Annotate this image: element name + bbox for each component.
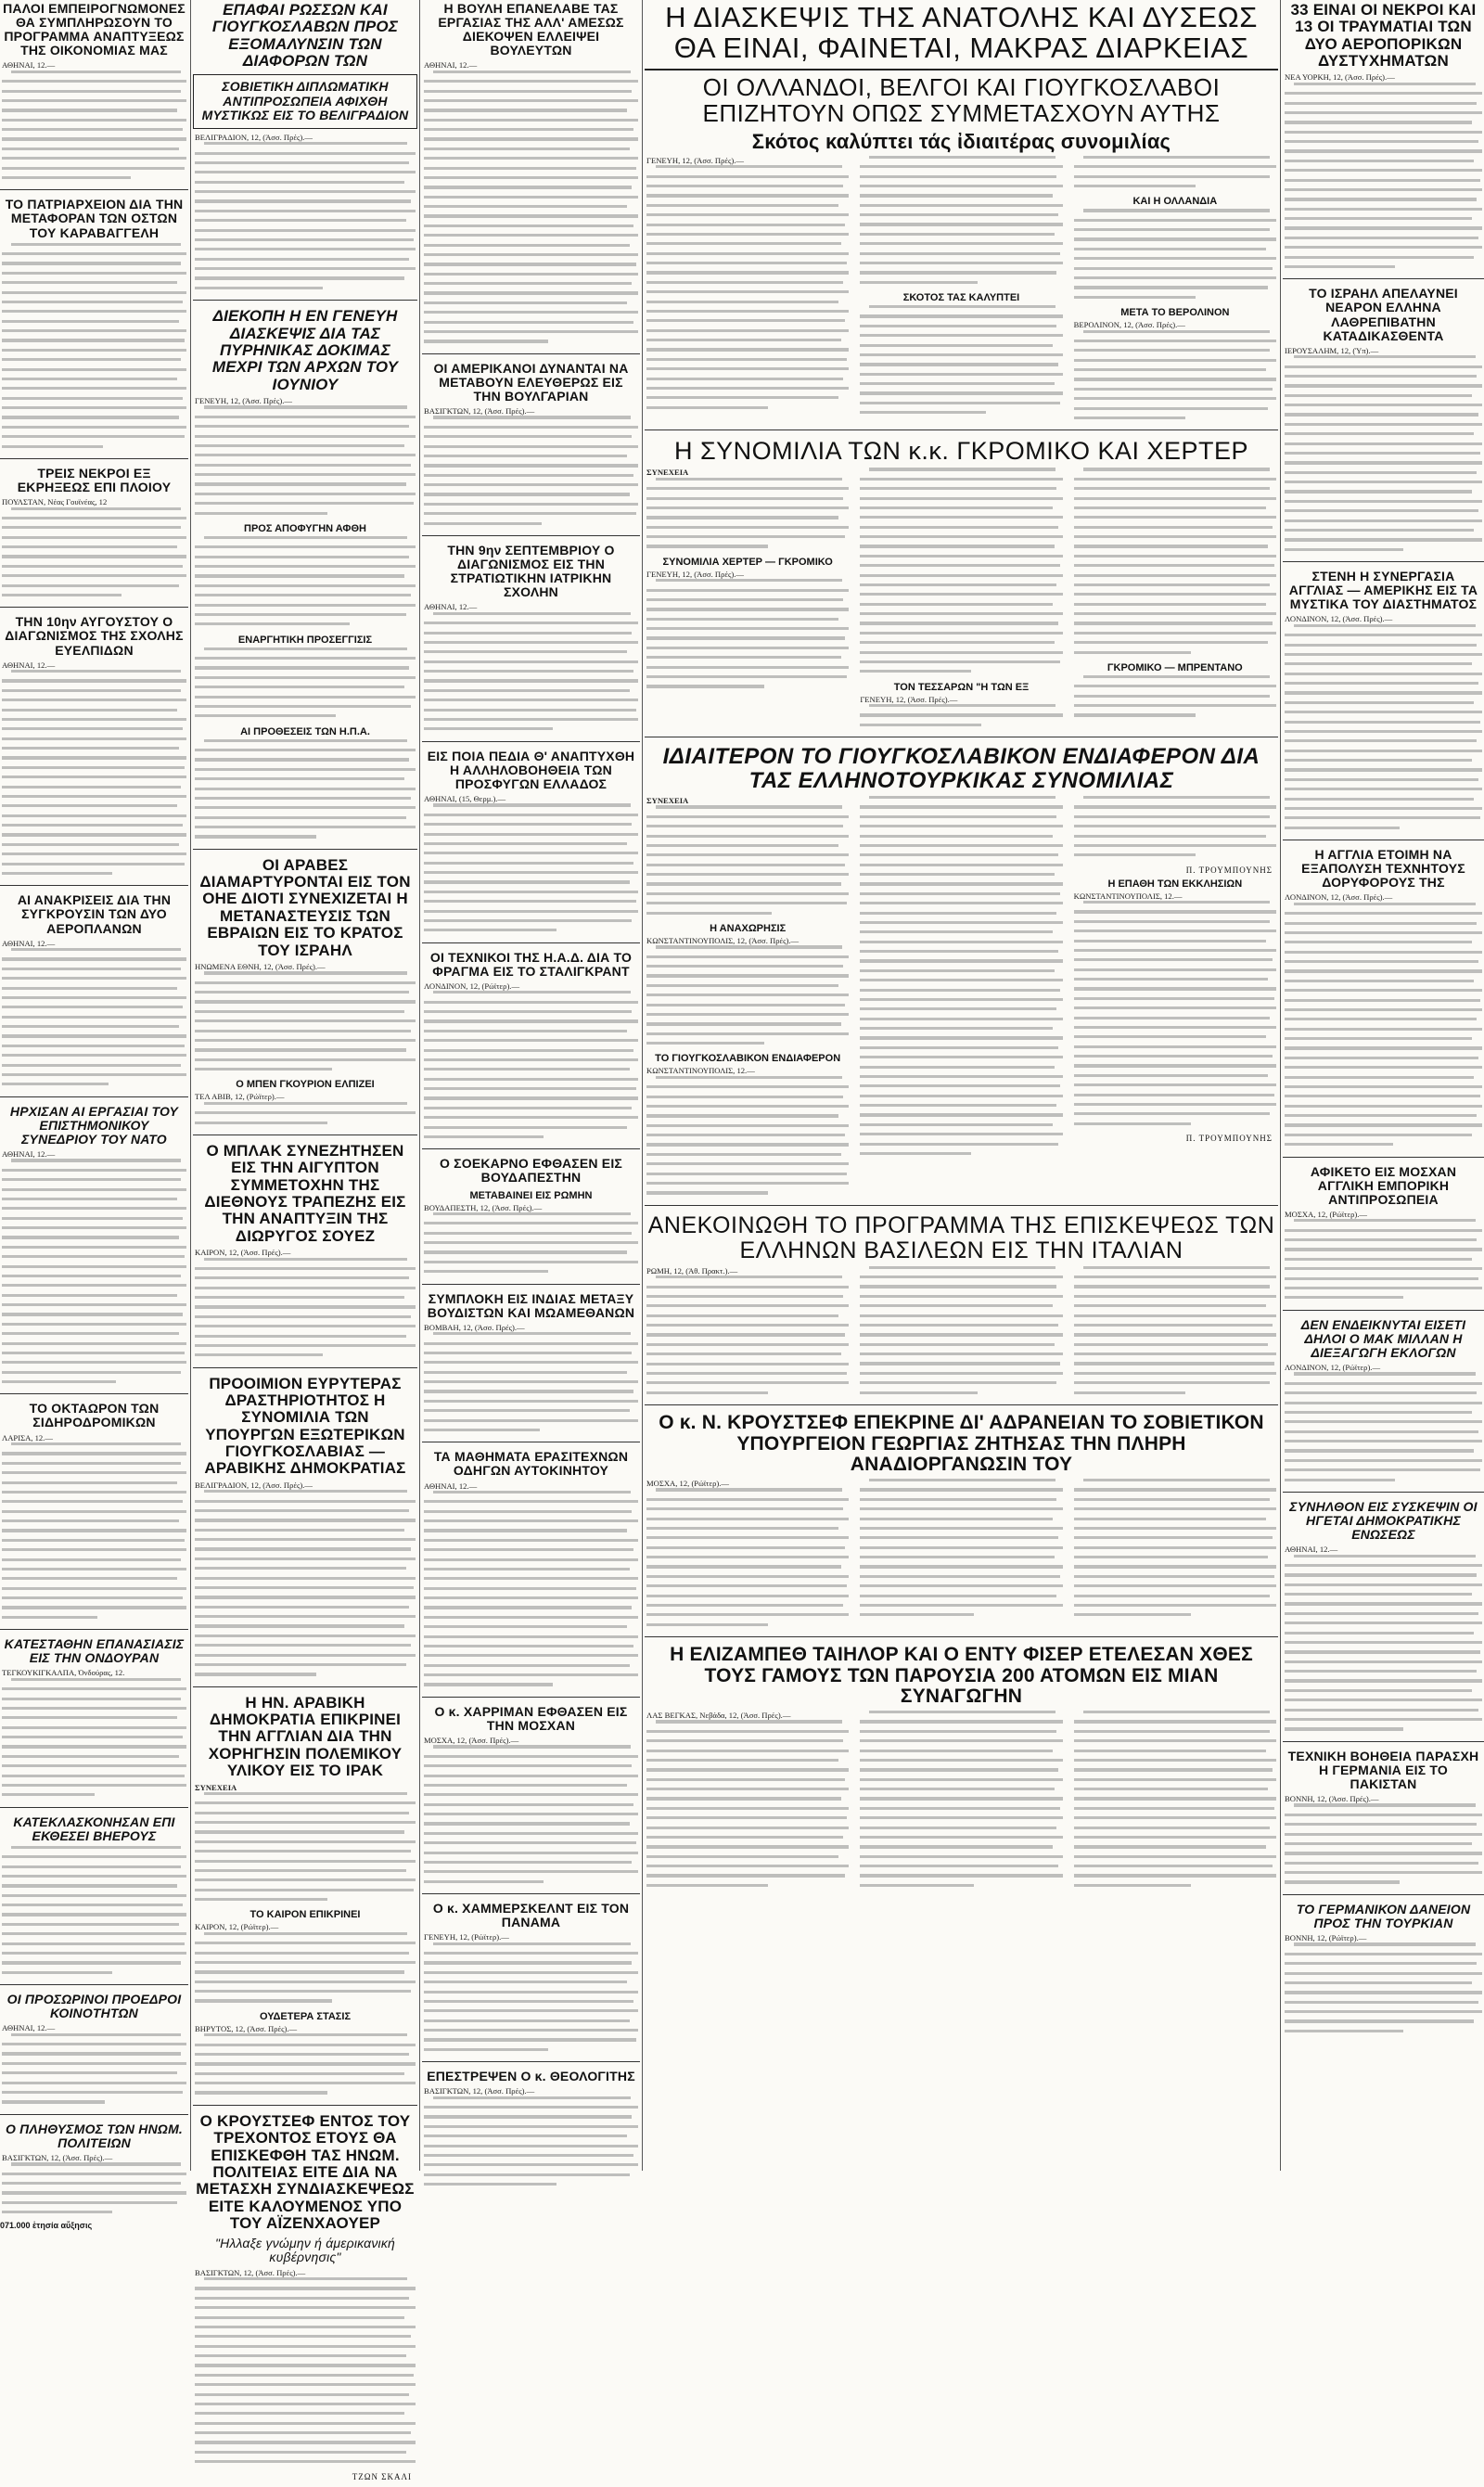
dateline: ΜΟΣΧΑ, 12, (Άσσ. Πρές).— xyxy=(424,1736,519,1745)
article-space-cooperation xyxy=(1283,568,1484,840)
article-body xyxy=(422,1745,640,1882)
article-body xyxy=(1072,675,1278,717)
article-body xyxy=(858,704,1064,726)
article-gromyko-herter xyxy=(645,436,1278,737)
dateline: ΒΕΛΙΓΡΑΔΙΟΝ, 12, (Άσσ. Πρές).— xyxy=(195,1480,313,1490)
article-body xyxy=(193,1792,417,1901)
dateline: ΓΕΝΕΥΗ, 12, (Άσσ. Πρές).— xyxy=(195,395,293,405)
article-driving-lessons xyxy=(422,1448,640,1698)
article-body xyxy=(0,71,188,179)
footer-note: 071.000 ἑτησία αὔξησις xyxy=(0,2220,93,2230)
headline: ΟΙ ΑΡΑΒΕΣ ΔΙΑΜΑΡΤΥΡΟΝΤΑΙ ΕΙΣ ΤΟΝ ΟΗΕ ΔΙΟΤΙ ΣΥΝΕΧΙΖΕΤΑΙ Η ΜΕΤΑΝΑΣΤΕΥΣΙΣ ΤΩΝ ΕΒΡΑΙΩΝ ΕΙΣ ΤΟ ΚΡΑΤΟΣ ΤΟΥ ΙΣΡΑΗΛ xyxy=(199,855,411,959)
headline: Η ΣΥΝΟΜΙΛΙΑ ΤΩΝ κ.κ. ΓΚΡΟΜΙΚΟ ΚΑΙ ΧΕΡΤΕΡ xyxy=(673,437,1249,466)
banner-tagline: Σκότος καλύπτει τάς ἰδιαιτέρας συνομιλίας xyxy=(751,130,1171,154)
article-hammarskjold xyxy=(422,1900,640,2062)
headline: ΠΑΛΟΙ ΕΜΠΕΙΡΟΓΝΩΜΟΝΕΣ ΘΑ ΣΥΜΠΛΗΡΩΣΟΥΝ ΤΟ ΠΡΟΓΡΑΜΜΑ ΑΝΑΠΤΥΞΕΩΣ ΤΗΣ ΟΙΚΟΝΟΜΙΑΣ ΜΑΣ xyxy=(3,1,186,58)
section-subhead: ΜΕΤΑΒΑΙΝΕΙ ΕΙΣ ΡΩΜΗΝ xyxy=(469,1189,593,1201)
dateline: ΒΑΣΙΓΚΤΩΝ, 12, (Άσσ. Πρές).— xyxy=(195,2267,306,2277)
headline: ΟΙ ΠΡΟΣΩΡΙΝΟΙ ΠΡΟΕΔΡΟΙ ΚΟΙΝΟΤΗΤΩΝ xyxy=(6,1992,182,2021)
article-body xyxy=(0,2162,188,2213)
text-column xyxy=(1072,156,1278,426)
article-royal-visit-italy xyxy=(645,1211,1278,1405)
headline: ΚΑΤΕΚΛΑΣΚΟΝΗΣΑΝ ΕΠΙ ΕΚΘΕΣΕΙ ΒΗΕΡΟΥΣ xyxy=(13,1814,175,1843)
headline: ΕΙΣ ΠΟΙΑ ΠΕΔΙΑ Θ' ΑΝΑΠΤΥΧΘΗ Η ΑΛΛΗΛΟΒΟΗΘΕΙΑ ΤΩΝ ΠΡΟΣΦΥΓΩΝ ΕΛΛΑΔΟΣ xyxy=(427,748,635,791)
headline: ΔΕΝ ΕΝΔΕΙΚΝΥΤΑΙ ΕΙΣΕΤΙ ΔΗΛΟΙ Ο ΜΑΚ ΜΙΛΛΑΝ Η ΔΙΕΞΑΓΩΓΗ ΕΚΛΟΓΩΝ xyxy=(1300,1316,1466,1360)
article-refugees xyxy=(422,748,640,943)
section-subhead: ΚΑΙ Η ΟΛΛΑΝΔΙΑ xyxy=(1132,196,1218,208)
dateline: ΡΩΜΗ, 12, (Άθ. Πρακτ.).— xyxy=(646,1265,738,1276)
divider xyxy=(645,69,1278,71)
article-presidents xyxy=(0,1991,188,2115)
article-arabs-un xyxy=(193,855,417,1135)
article-india-clash xyxy=(422,1290,640,1443)
dateline: ΒΟΝΝΗ, 12, (Ρώϊτερ).— xyxy=(1285,1933,1367,1943)
article-body xyxy=(193,405,417,514)
article-body xyxy=(193,1490,417,1675)
headline: ΟΙ ΤΕΧΝΙΚΟΙ ΤΗΣ Η.Α.Δ. ΔΙΑ ΤΟ ΦΡΑΓΜΑ ΕΙΣ ΤΟ ΣΤΑΛΙΓΚΡΑΝΤ xyxy=(429,949,633,979)
article-railway xyxy=(0,1400,188,1630)
dateline: ΑΘΗΝΑΙ, 12.— xyxy=(424,1481,478,1491)
article-body xyxy=(1072,1711,1278,1887)
dateline: ΒΕΡΟΛΙΝΟΝ, 12, (Άσσ. Πρές).— xyxy=(1073,320,1185,330)
article-body xyxy=(858,468,1064,673)
article-experts xyxy=(0,0,188,190)
article-body xyxy=(0,507,188,597)
column-rule xyxy=(1280,0,1281,2171)
dateline: ΑΘΗΝΑΙ, 12.— xyxy=(424,602,478,612)
article-body xyxy=(422,71,640,343)
article-body xyxy=(0,948,188,1085)
headline: ΤΟ ΟΚΤΑΩΡΟΝ ΤΩΝ ΣΙΔΗΡΟΔΡΟΜΙΚΩΝ xyxy=(29,1401,160,1430)
article-body xyxy=(422,1212,640,1273)
article-body xyxy=(422,1942,640,2051)
article-body xyxy=(858,156,1064,284)
text-column xyxy=(858,1711,1064,1893)
article-uar-iraq xyxy=(193,1693,417,2106)
article-stalingrad-dam xyxy=(422,949,640,1150)
article-body xyxy=(858,1266,1064,1394)
dateline: ΚΩΝΣΤΑΝΤΙΝΟΥΠΟΛΙΣ, 12.— xyxy=(1073,891,1183,901)
dateline: ΓΕΝΕΥΗ, 12, (Ρώϊτερ).— xyxy=(424,1932,509,1942)
article-body xyxy=(645,1720,851,1887)
headline: ΑΦΙΚΕΤΟ ΕΙΣ ΜΟΣΧΑΝ ΑΓΓΛΙΚΗ ΕΜΠΟΡΙΚΗ ΑΝΤΙΠΡΟΣΩΠΕΙΑ xyxy=(1310,1163,1457,1207)
article-plane-collision xyxy=(0,891,188,1096)
dateline: ΑΘΗΝΑΙ, 12.— xyxy=(424,60,478,71)
dateline: ΓΕΝΕΥΗ, 12, (Άσσ. Πρές).— xyxy=(646,569,745,579)
headline: ΤΟ ΓΕΡΜΑΝΙΚΟΝ ΔΑΝΕΙΟΝ ΠΡΟΣ ΤΗΝ ΤΟΥΡΚΙΑΝ xyxy=(1296,1901,1471,1930)
dateline: ΒΟΝΝΗ, 12, (Άσσ. Πρές).— xyxy=(1285,1794,1379,1804)
article-nato-congress xyxy=(0,1103,188,1395)
article-uk-satellites xyxy=(1283,846,1484,1157)
dateline: ΑΘΗΝΑΙ, 12.— xyxy=(2,660,56,670)
article-body xyxy=(1283,355,1484,551)
article-body xyxy=(1283,1942,1484,2032)
article-body xyxy=(422,416,640,524)
text-column xyxy=(1072,1711,1278,1893)
section-subhead: Η ΕΠΑΘΗ ΤΩΝ ΕΚΚΛΗΣΙΩΝ xyxy=(1107,878,1243,890)
column-rule xyxy=(642,0,643,2171)
article-body xyxy=(193,647,417,718)
article-israel-expels xyxy=(1283,285,1484,562)
article-body xyxy=(645,165,851,409)
headline: ΕΠΑΦΑΙ ΡΩΣΣΩΝ ΚΑΙ ΓΙΟΥΓΚΟΣΛΑΒΩΝ ΠΡΟΣ ΕΞΟΜΑΛΥΝΣΙΝ ΤΩΝ ΔΙΑΦΟΡΩΝ ΤΩΝ xyxy=(211,1,399,71)
headline: ΟΙ ΑΜΕΡΙΚΑΝΟΙ ΔΥΝΑΝΤΑΙ ΝΑ ΜΕΤΑΒΟΥΝ ΕΛΕΥΘΕΡΩΣ ΕΙΣ ΤΗΝ ΒΟΥΛΓΑΡΙΑΝ xyxy=(433,360,629,404)
article-body xyxy=(1283,1372,1484,1481)
article-body xyxy=(193,2277,417,2463)
column-rule xyxy=(419,0,420,2171)
byline: Π. ΤΡΟΥΜΠΟΥΝΗΣ xyxy=(1185,865,1273,875)
text-column xyxy=(858,1266,1064,1401)
article-body xyxy=(1283,1219,1484,1299)
article-body xyxy=(0,1159,188,1383)
article-germany-pakistan xyxy=(1283,1748,1484,1895)
article-body xyxy=(1283,903,1484,1147)
article-body xyxy=(422,1332,640,1431)
section-subhead: ΠΡΟΣ ΑΠΟΦΥΓΗΝ ΑΦΘΗ xyxy=(244,522,366,534)
dateline: ΛΑΣ ΒΕΓΚΑΣ, Νεβάδα, 12, (Άσσ. Πρές).— xyxy=(646,1711,791,1721)
headline: Ο κ. ΧΑΡΡΙΜΑΝ ΕΦΘΑΣΕΝ ΕΙΣ ΤΗΝ ΜΟΣΧΑΝ xyxy=(434,1703,628,1733)
section-subhead: ΣΚΟΤΟΣ ΤΑΣ ΚΑΛΥΠΤΕΙ xyxy=(902,292,1020,304)
headline: Η ΑΓΓΛΙΑ ΕΤΟΙΜΗ ΝΑ ΕΞΑΠΟΛΥΣΗ ΤΕΧΝΗΤΟΥΣ ΔΟΡΥΦΟΡΟΥΣ ΤΗΣ xyxy=(1301,847,1465,891)
dateline: ΑΘΗΝΑΙ, 12.— xyxy=(2,938,56,948)
article-yugoslav-greek-turkish xyxy=(645,743,1278,1206)
dateline: ΝΕΑ ΥΟΡΚΗ, 12, (Άσσ. Πρές).— xyxy=(1285,72,1395,83)
banner-headline: Η ΔΙΑΣΚΕΨΙΣ ΤΗΣ ΑΝΑΤΟΛΗΣ ΚΑΙ ΔΥΣΕΩΣ ΘΑ ΕΙΝΑΙ, ΦΑΙΝΕΤΑΙ, ΜΑΚΡΑΣ ΔΙΑΡΚΕΙΑΣ xyxy=(665,1,1258,65)
dateline: ΑΘΗΝΑΙ, 12.— xyxy=(2,60,56,71)
article-east-west-conference xyxy=(645,0,1278,430)
continued-label: ΣΥΝΕΧΕΙΑ xyxy=(646,468,689,478)
column-rule xyxy=(190,0,191,2171)
article-population xyxy=(0,2121,188,2234)
text-column xyxy=(645,468,851,733)
dateline: ΑΘΗΝΑΙ, 12.— xyxy=(1285,1545,1338,1555)
headline: Ο ΣΟΕΚΑΡΝΟ ΕΦΘΑΣΕΝ ΕΙΣ ΒΟΥΔΑΠΕΣΤΗΝ xyxy=(439,1156,623,1186)
article-body xyxy=(1072,901,1278,1125)
article-democratic-union xyxy=(1283,1498,1484,1742)
section-subhead: ΤΟ ΚΑΙΡΟΝ ΕΠΙΚΡΙΝΕΙ xyxy=(249,1909,361,1921)
text-column xyxy=(1072,468,1278,733)
article-body xyxy=(645,478,851,548)
dateline: ΒΗΡΥΤΟΣ, 12, (Άσσ. Πρές).— xyxy=(195,2023,298,2033)
column-6 xyxy=(1283,0,1484,2171)
headline: ΔΙΕΚΟΠΗ Η ΕΝ ΓΕΝΕΥΗ ΔΙΑΣΚΕΨΙΣ ΔΙΑ ΤΑΣ ΠΥΡΗΝΙΚΑΣ ΔΟΚΙΜΑΣ ΜΕΧΡΙ ΤΩΝ ΑΡΧΩΝ ΤΟΥ ΙΟΥΝΙΟΥ xyxy=(211,307,399,393)
article-black-egypt xyxy=(193,1141,417,1368)
section-subhead: Ο ΜΠΕΝ ΓΚΟΥΡΙΟΝ ΕΛΠΙΖΕΙ xyxy=(236,1079,375,1091)
article-taylor-fisher xyxy=(645,1643,1278,1897)
dateline: ΛΟΝΔΙΝΟΝ, 12, (Άσσ. Πρές).— xyxy=(1285,614,1393,624)
dateline: ΤΕΓΚΟΥΚΙΓΚΑΛΠΑ, Όνδούρας, 12. xyxy=(2,1668,125,1678)
column-3 xyxy=(422,0,640,2171)
dateline: ΛΟΝΔΙΝΟΝ, 12, (Άσσ. Πρές).— xyxy=(1285,892,1393,903)
headline: ΚΑΤΕΣΤΑΘΗΝ ΕΠΑΝΑΣΙΑΣΙΣ ΕΙΣ ΤΗΝ ΟΝΔΟΥΡΑΝ xyxy=(4,1636,185,1666)
text-column xyxy=(645,1479,851,1633)
article-body xyxy=(858,1711,1064,1887)
dateline: ΛΑΡΙΣΑ, 12.— xyxy=(2,1432,53,1442)
article-body xyxy=(0,1442,188,1619)
article-german-loan xyxy=(1283,1901,1484,2043)
headline: ΤΗΝ 10ην ΑΥΓΟΥΣΤΟΥ Ο ΔΙΑΓΩΝΙΣΜΟΣ ΤΗΣ ΣΧΟΛΗΣ ΕΥΕΛΠΙΔΩΝ xyxy=(5,614,184,658)
dateline: ΓΕΝΕΥΗ, 12, (Άσσ. Πρές).— xyxy=(646,155,745,165)
text-column xyxy=(1072,796,1278,1201)
banner-subheadline: ΟΙ ΟΛΛΑΝΔΟΙ, ΒΕΛΓΟΙ ΚΑΙ ΓΙΟΥΓΚΟΣΛΑΒΟΙ ΕΠΙΖΗΤΟΥΝ ΟΠΩΣ ΣΥΜΜΕΤΑΣΧΟΥΝ ΑΥΤΗΣ xyxy=(702,72,1221,128)
article-body xyxy=(193,1932,417,2003)
article-body xyxy=(1072,209,1278,299)
column-1 xyxy=(0,0,188,2230)
article-body xyxy=(0,670,188,875)
headline: 33 ΕΙΝΑΙ ΟΙ ΝΕΚΡΟΙ ΚΑΙ 13 ΟΙ ΤΡΑΥΜΑΤΙΑΙ ΤΩΝ ΔΥΟ ΑΕΡΟΠΟΡΙΚΩΝ ΔΥΣΤΥΧΗΜΑΤΩΝ xyxy=(1290,1,1477,71)
headline: Ο ΚΡΟΥΣΤΣΕΦ ΕΝΤΟΣ ΤΟΥ ΤΡΕΧΟΝΤΟΣ ΕΤΟΥΣ ΘΑ ΕΠΙΣΚΕΦΘΗ ΤΑΣ ΗΝΩΜ. ΠΟΛΙΤΕΙΑΣ ΕΙΤΕ ΔΙΑ ΝΑ ΜΕΤΑΣΧΗ ΣΥΝΔΙΑΣΚΕΨΕΩΣ ΕΙΤΕ ΚΑΛΟΥΜΕΝΟΣ ΥΠΟ ΤΟΥ ΑΪΖΕΝΧΑΟΥΕΡ xyxy=(196,2111,415,2233)
article-body xyxy=(422,991,640,1138)
article-body xyxy=(1072,796,1278,856)
article-uk-trade-moscow xyxy=(1283,1163,1484,1311)
article-body xyxy=(645,945,851,1045)
article-body xyxy=(0,243,188,448)
article-body xyxy=(645,1488,851,1625)
byline: Π. ΤΡΟΥΜΠΟΥΝΗΣ xyxy=(1185,1134,1273,1144)
article-air-accidents xyxy=(1283,0,1484,279)
headline: ΤΡΕΙΣ ΝΕΚΡΟΙ ΕΞ ΕΚΡΗΞΕΩΣ ΕΠΙ ΠΛΟΙΟΥ xyxy=(17,465,172,495)
article-body xyxy=(1072,468,1278,653)
article-harriman xyxy=(422,1703,640,1894)
article-body xyxy=(193,2033,417,2094)
article-yugoslav-arab xyxy=(193,1374,417,1687)
text-column xyxy=(858,468,1064,733)
text-column xyxy=(858,156,1064,426)
article-body xyxy=(1072,1266,1278,1394)
dateline: ΒΟΜΒΑΗ, 12, (Άσσ. Πρές).— xyxy=(424,1322,525,1332)
article-body xyxy=(1283,83,1484,268)
article-body xyxy=(858,305,1064,414)
headline: Η ΒΟΥΛΗ ΕΠΑΝΕΛΑΒΕ ΤΑΣ ΕΡΓΑΣΙΑΣ ΤΗΣ ΑΛΛ' ΑΜΕΣΩΣ ΔΙΕΚΟΨΕΝ ΕΛΛΕΙΨΕΙ ΒΟΥΛΕΥΤΩΝ xyxy=(438,1,624,58)
text-column xyxy=(1072,1266,1278,1401)
quote-subheadline: "Ηλλαξε γνώμην ή άμερικανική κυβέρνησις" xyxy=(214,2236,396,2265)
text-column xyxy=(645,1266,851,1401)
dateline: ΚΑΙΡΟΝ, 12, (Ρώϊτερ).— xyxy=(195,1922,279,1932)
article-body xyxy=(0,1678,188,1797)
headline: Ο κ. ΧΑΜΜΕΡΣΚΕΛΝΤ ΕΙΣ ΤΟΝ ΠΑΝΑΜΑ xyxy=(432,1901,630,1930)
subheadline: ΣΟΒΙΕΤΙΚΗ ΔΙΠΛΩΜΑΤΙΚΗ ΑΝΤΙΠΡΟΣΩΠΕΙΑ ΑΦΙΧΘΗ ΜΥΣΤΙΚΩΣ ΕΙΣ ΤΟ ΒΕΛΙΓΡΑΔΙΟΝ xyxy=(201,79,409,122)
dateline: ΑΘΗΝΑΙ, 12.— xyxy=(2,1148,56,1159)
article-explosion xyxy=(0,465,188,608)
article-body xyxy=(1283,1803,1484,1883)
headline: Ο ΠΛΗΘΥΣΜΟΣ ΤΩΝ ΗΝΩΜ. ΠΟΛΙΤΕΙΩΝ xyxy=(5,2121,184,2150)
dateline: ΒΟΥΔΑΠΕΣΤΗ, 12, (Άσσ. Πρές).— xyxy=(424,1202,543,1212)
dateline: ΙΕΡΟΥΣΑΛΗΜ, 12, (Ύπ).— xyxy=(1285,345,1379,355)
headline: ΤΕΧΝΙΚΗ ΒΟΗΘΕΙΑ ΠΑΡΑΣΧΗ Η ΓΕΡΜΑΝΙΑ ΕΙΣ ΤΟ ΠΑΚΙΣΤΑΝ xyxy=(1287,1748,1479,1791)
article-body xyxy=(193,1102,417,1124)
section-subhead: ΟΥΔΕΤΕΡΑ ΣΤΑΣΙΣ xyxy=(259,2010,352,2022)
article-body xyxy=(645,579,851,687)
dateline: ΠΟΥΛΣΤΑΝ, Νέας Γουϊνέας, 12 xyxy=(2,497,108,507)
dateline: ΤΕΛ ΑΒΙΒ, 12, (Ρώϊτερ).— xyxy=(195,1092,285,1102)
dateline: ΗΝΩΜΕΝΑ ΕΘΝΗ, 12, (Άσσ. Πρές).— xyxy=(195,961,326,971)
headline: ΑΙ ΑΝΑΚΡΙΣΕΙΣ ΔΙΑ ΤΗΝ ΣΥΓΚΡΟΥΣΙΝ ΤΩΝ ΔΥΟ ΑΕΡΟΠΛΑΝΩΝ xyxy=(17,892,172,936)
dateline: ΛΟΝΔΙΝΟΝ, 12, (Ρώϊτερ).— xyxy=(424,981,520,991)
dateline: ΜΟΣΧΑ, 12, (Ρώϊτερ).— xyxy=(646,1479,730,1489)
headline: ΕΠΕΣΤΡΕΨΕΝ Ο κ. ΘΕΟΛΟΓΙΤΗΣ xyxy=(427,2069,635,2084)
article-honduras xyxy=(0,1635,188,1808)
dateline: ΓΕΝΕΥΗ, 12, (Άσσ. Πρές).— xyxy=(860,694,958,704)
headline: ΤΟ ΙΣΡΑΗΛ ΑΠΕΛΑΥΝΕΙ ΝΕΑΡΟΝ ΕΛΛΗΝΑ ΛΑΘΡΕΠΙΒΑΤΗΝ ΚΑΤΑΔΙΚΑΣΘΕΝΤΑ xyxy=(1309,286,1458,343)
text-column xyxy=(645,796,851,1201)
headline: ΤΟ ΠΑΤΡΙΑΡΧΕΙΟΝ ΔΙΑ ΤΗΝ ΜΕΤΑΦΟΡΑΝ ΤΩΝ ΟΣΤΩΝ ΤΟΥ ΚΑΡΑΒΑΓΓΕΛΗ xyxy=(5,197,184,240)
article-body xyxy=(422,2096,640,2186)
dateline: ΒΕΛΙΓΡΑΔΙΟΝ, 12, (Άσσ. Πρές).— xyxy=(195,132,313,142)
column-wide xyxy=(645,0,1278,2171)
headline: ΗΡΧΙΣΑΝ ΑΙ ΕΡΓΑΣΙΑΙ ΤΟΥ ΕΠΙΣΤΗΜΟΝΙΚΟΥ ΣΥΝΕΔΡΙΟΥ ΤΟΥ ΝΑΤΟ xyxy=(9,1103,179,1147)
article-medical-school xyxy=(422,542,640,742)
text-column xyxy=(645,156,851,426)
dateline: ΚΩΝΣΤΑΝΤΙΝΟΥΠΟΛΙΣ, 12.— xyxy=(646,1066,755,1076)
article-russia-yugoslavia xyxy=(193,0,417,301)
dateline: ΑΘΗΝΑΙ, (15, Θερμ.).— xyxy=(424,794,506,803)
article-body xyxy=(645,1076,851,1195)
article-body xyxy=(422,612,640,731)
article-sukarno xyxy=(422,1155,640,1284)
article-parliament xyxy=(422,0,640,354)
byline: ΤΖΩΝ ΣΚΑΛΙ xyxy=(352,2471,412,2481)
article-body xyxy=(422,1491,640,1686)
article-theologitis xyxy=(422,2068,640,2196)
article-body xyxy=(645,1276,851,1394)
section-subhead: ΕΝΑΡΓΗΤΙΚΗ ΠΡΟΣΕΓΓΙΣΙΣ xyxy=(237,634,373,646)
article-macmillan-elections xyxy=(1283,1316,1484,1493)
article-body xyxy=(1072,156,1278,187)
continued-label: ΣΥΝΕΧΕΙΑ xyxy=(646,796,689,805)
section-subhead: ΤΟΝ ΤΕΣΣΑΡΩΝ "Η ΤΩΝ ΕΞ xyxy=(893,681,1030,693)
article-body xyxy=(0,2033,188,2104)
article-body xyxy=(422,803,640,931)
article-body xyxy=(193,536,417,626)
headline: ΣΥΜΠΛΟΚΗ ΕΙΣ ΙΝΔΙΑΣ ΜΕΤΑΞΥ ΒΟΥΔΙΣΤΩΝ ΚΑΙ ΜΩΑΜΕΘΑΝΩΝ xyxy=(427,1290,635,1320)
article-body xyxy=(858,796,1064,1155)
headline: ΣΤΕΝΗ Η ΣΥΝΕΡΓΑΣΙΑ ΑΓΓΛΙΑΣ — ΑΜΕΡΙΚΗΣ ΕΙΣ ΤΑ ΜΥΣΤΙΚΑ ΤΟΥ ΔΙΑΣΤΗΜΑΤΟΣ xyxy=(1288,569,1478,612)
dateline: ΜΟΣΧΑ, 12, (Ρώϊτερ).— xyxy=(1285,1209,1368,1219)
headline: Η ΕΛΙΖΑΜΠΕΘ ΤΑΙΗΛΟΡ ΚΑΙ Ο ΕΝΤΥ ΦΙΣΕΡ ΕΤΕΛΕΣΑΝ ΧΘΕΣ ΤΟΥΣ ΓΑΜΟΥΣ ΤΩΝ ΠΑΡΟΥΣΙΑ 200 ΑΤΟΜΩΝ ΕΙΣ ΜΙΑΝ ΣΥΝΑΓΩΓΗΝ xyxy=(670,1644,1253,1708)
dateline: ΒΑΣΙΓΚΤΩΝ, 12, (Άσσ. Πρές).— xyxy=(424,406,535,417)
headline: ΤΑ ΜΑΘΗΜΑΤΑ ΕΡΑΣΙΤΕΧΝΩΝ ΟΔΗΓΩΝ ΑΥΤΟΚΙΝΗΤΟΥ xyxy=(433,1449,629,1479)
headline: ΑΝΕΚΟΙΝΩΘΗ ΤΟ ΠΡΟΓΡΑΜΜΑ ΤΗΣ ΕΠΙΣΚΕΨΕΩΣ ΤΩΝ ΕΛΛΗΝΩΝ ΒΑΣΙΛΕΩΝ ΕΙΣ ΤΗΝ ΙΤΑΛΙΑΝ xyxy=(647,1211,1275,1263)
article-body xyxy=(193,971,417,1070)
headline: Η ΗΝ. ΑΡΑΒΙΚΗ ΔΗΜΟΚΡΑΤΙΑ ΕΠΙΚΡΙΝΕΙ ΤΗΝ ΑΓΓΛΙΑΝ ΔΙΑ ΤΗΝ ΧΟΡΗΓΗΣΙΝ ΠΟΛΕΜΙΚΟΥ ΥΛΙΚΟΥ ΕΙΣ ΤΟ ΙΡΑΚ xyxy=(208,1693,403,1780)
dateline: ΑΘΗΝΑΙ, 12.— xyxy=(2,2023,56,2033)
article-body xyxy=(193,739,417,839)
article-geneva-nuclear xyxy=(193,306,417,850)
headline: ΙΔΙΑΙΤΕΡΟΝ ΤΟ ΓΙΟΥΓΚΟΣΛΑΒΙΚΟΝ ΕΝΔΙΑΦΕΡΟΝ ΔΙΑ ΤΑΣ ΕΛΛΗΝΟΤΟΥΡΚΙΚΑΣ ΣΥΝΟΜΙΛΙΑΣ xyxy=(662,744,1260,794)
section-subhead: ΤΟ ΓΙΟΥΓΚΟΣΛΑΒΙΚΟΝ ΕΝΔΙΑΦΕΡΟΝ xyxy=(655,1053,841,1065)
dateline: ΛΟΝΔΙΝΟΝ, 12, (Ρώϊτερ).— xyxy=(1285,1362,1381,1372)
article-body xyxy=(645,805,851,914)
dateline: ΚΩΝΣΤΑΝΤΙΝΟΥΠΟΛΙΣ, 12, (Άσσ. Πρές).— xyxy=(646,935,800,945)
section-subhead: ΣΥΝΟΜΙΛΙΑ ΧΕΡΤΕΡ — ΓΚΡΟΜΙΚΟ xyxy=(662,556,833,568)
headline: ΤΗΝ 9ην ΣΕΠΤΕΜΒΡΙΟΥ Ο ΔΙΑΓΩΝΙΣΜΟΣ ΕΙΣ ΤΗΝ ΣΤΡΑΤΙΩΤΙΚΗΝ ΙΑΤΡΙΚΗΝ ΣΧΟΛΗΝ xyxy=(447,542,615,600)
dateline: ΚΑΙΡΟΝ, 12, (Άσσ. Πρές).— xyxy=(195,1248,291,1258)
text-column xyxy=(1072,1479,1278,1633)
article-body xyxy=(1072,330,1278,420)
headline: ΣΥΝΗΛΘΟΝ ΕΙΣ ΣΥΣΚΕΨΙΝ ΟΙ ΗΓΕΤΑΙ ΔΗΜΟΚΡΑΤΙΚΗΣ ΕΝΩΣΕΩΣ xyxy=(1289,1498,1478,1543)
article-body xyxy=(858,1479,1064,1616)
headline: ΠΡΟΟΙΜΙΟΝ ΕΥΡΥΤΕΡΑΣ ΔΡΑΣΤΗΡΙΟΤΗΤΟΣ Η ΣΥΝΟΜΙΛΙΑ ΤΩΝ ΥΠΟΥΡΓΩΝ ΕΞΩΤΕΡΙΚΩΝ ΓΙΟΥΓΚΟΣΛΑΒΙΑΣ — ΑΡΑΒΙΚΗΣ ΔΗΜΟΚΡΑΤΙΑΣ xyxy=(204,1374,406,1478)
text-column xyxy=(645,1711,851,1893)
section-subhead: Η ΑΝΑΧΩΡΗΣΙΣ xyxy=(710,922,787,934)
article-body xyxy=(0,1846,188,1974)
continued-label: ΣΥΝΕΧΕΙΑ xyxy=(195,1782,237,1792)
article-body xyxy=(1283,1555,1484,1731)
article-body xyxy=(193,142,417,289)
text-column xyxy=(858,796,1064,1201)
headline: Ο κ. Ν. ΚΡΟΥΣΤΣΕΦ ΕΠΕΚΡΙΝΕ ΔΙ' ΑΔΡΑΝΕΙΑΝ ΤΟ ΣΟΒΙΕΤΙΚΟΝ ΥΠΟΥΡΓΕΙΟΝ ΓΕΩΡΓΙΑΣ ΖΗΤΗΣΑΣ ΤΗΝ ΠΛΗΡΗ ΑΝΑΔΙΟΡΓΑΝΩΣΙΝ ΤΟΥ xyxy=(659,1412,1264,1476)
article-body xyxy=(193,1258,417,1357)
article-khrushchev-visit xyxy=(193,2111,417,2487)
section-subhead: ΜΕΤΑ ΤΟ ΒΕΡΟΛΙΝΟΝ xyxy=(1120,307,1230,319)
dateline: ΒΑΣΙΓΚΤΩΝ, 12, (Άσσ. Πρές).— xyxy=(2,2152,113,2162)
article-khrushchev-agriculture xyxy=(645,1411,1278,1637)
article-infants xyxy=(0,1814,188,1985)
text-column xyxy=(858,1479,1064,1633)
article-evelpidon xyxy=(0,613,188,886)
column-2 xyxy=(193,0,417,2481)
article-body xyxy=(1072,1479,1278,1616)
headline: Ο ΜΠΛΑΚ ΣΥΝΕΖΗΤΗΣΕΝ ΕΙΣ ΤΗΝ ΑΙΓΥΠΤΟΝ ΣΥΜΜΕΤΟΧΗΝ ΤΗΣ ΔΙΕΘΝΟΥΣ ΤΡΑΠΕΖΗΣ ΕΙΣ ΤΗΝ ΑΝΑΠΤΥΞΙΝ ΤΗΣ ΔΙΩΡΥΓΟΣ ΣΟΥΕΖ xyxy=(204,1141,406,1245)
article-body xyxy=(1283,624,1484,829)
article-americans-bulgaria xyxy=(422,360,640,536)
article-patriarchate xyxy=(0,196,188,459)
dateline: ΒΑΣΙΓΚΤΩΝ, 12, (Άσσ. Πρές).— xyxy=(424,2086,535,2096)
section-subhead: ΓΚΡΟΜΙΚΟ — ΜΠΡΕΝΤΑΝΟ xyxy=(1107,661,1243,673)
section-subhead: ΑΙ ΠΡΟΘΕΣΕΙΣ ΤΩΝ Η.Π.Α. xyxy=(240,725,370,737)
